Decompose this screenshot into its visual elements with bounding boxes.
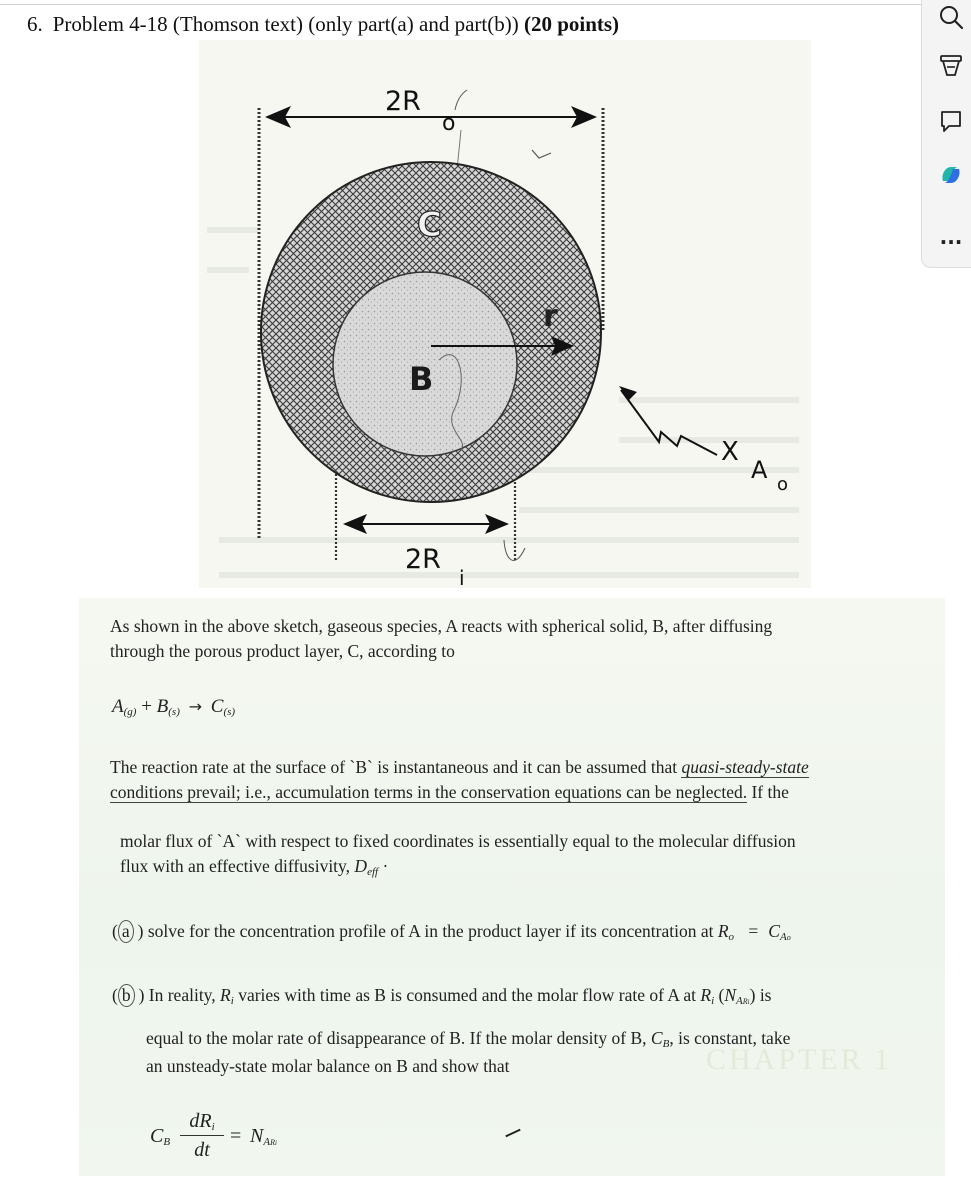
- problem-points: (20 points): [523, 12, 620, 36]
- part-b-line-1: ( b ) In reality, $R_i$ varies with time as B is consumed and the molar flow rate of A at $R_i$ $(N_{ARi})$ is: [112, 985, 772, 1007]
- flux-line-2: flux with an effective diffusivity, $D_{eff}$ ·: [120, 856, 389, 878]
- inner-diameter-label: 2R: [405, 544, 441, 575]
- reaction-equation: $A_{(g)} + B_{(s)} \to C_{(s)}$: [112, 696, 236, 718]
- draw-icon: [938, 53, 964, 81]
- inner-diameter-arrow: [343, 514, 509, 534]
- copilot-button[interactable]: [936, 160, 966, 190]
- gas-label: X: [721, 437, 739, 467]
- problem-number: 6.: [27, 12, 43, 36]
- comment-button[interactable]: [936, 106, 966, 136]
- concentration-label: A: [751, 456, 768, 484]
- outer-diameter-label: 2R: [385, 86, 421, 117]
- outer-diameter-arrow: [265, 106, 597, 128]
- watermark: CHAPTER 1: [706, 1043, 893, 1076]
- solid-core-label: B: [409, 360, 434, 398]
- top-divider: [0, 4, 971, 5]
- problem-heading: [27, 12, 619, 37]
- outer-diameter-subscript: o: [442, 111, 456, 136]
- radius-label: r: [543, 299, 558, 334]
- problem-text-panel: [79, 598, 945, 1176]
- rate-line-2: conditions prevail; i.e., accumulation terms in the conservation equations can be neglected. If the: [110, 782, 789, 802]
- side-toolbar: [921, 0, 971, 268]
- search-icon: [938, 4, 964, 30]
- part-b-line-3: an unsteady-state molar balance on B and show that: [146, 1056, 510, 1076]
- rate-line-1: The reaction rate at the surface of `B` is instantaneous and it can be assumed that quasi-steady-state: [110, 757, 809, 777]
- flux-line-1: molar flux of `A` with respect to fixed coordinates is essentially equal to the molecular diffusion: [120, 831, 796, 851]
- more-button[interactable]: [936, 222, 966, 252]
- part-a: ( a ) solve for the concentration profile of A in the product layer if its concentration at $R_o = C_{Ao}$: [112, 921, 791, 943]
- comment-icon: [938, 108, 964, 134]
- more-icon: ...: [939, 225, 963, 249]
- part-b-line-2: equal to the molar rate of disappearance of B. If the molar density of B, $C_B$, is constant, take: [146, 1028, 791, 1050]
- intro-line-1: As shown in the above sketch, gaseous species, A reacts with spherical solid, B, after diffusing: [110, 616, 773, 636]
- concentration-subscript: o: [777, 474, 789, 495]
- problem-title: Problem 4-18 (Thomson text) (only part(a) and part(b)): [52, 12, 519, 36]
- product-layer-label: C: [417, 205, 442, 245]
- inner-diameter-subscript: i: [459, 566, 465, 588]
- sphere-figure: [199, 40, 811, 588]
- intro-line-2: through the porous product layer, C, according to: [110, 641, 455, 661]
- copilot-icon: [937, 161, 965, 189]
- search-button[interactable]: [936, 2, 966, 32]
- draw-button[interactable]: [936, 52, 966, 82]
